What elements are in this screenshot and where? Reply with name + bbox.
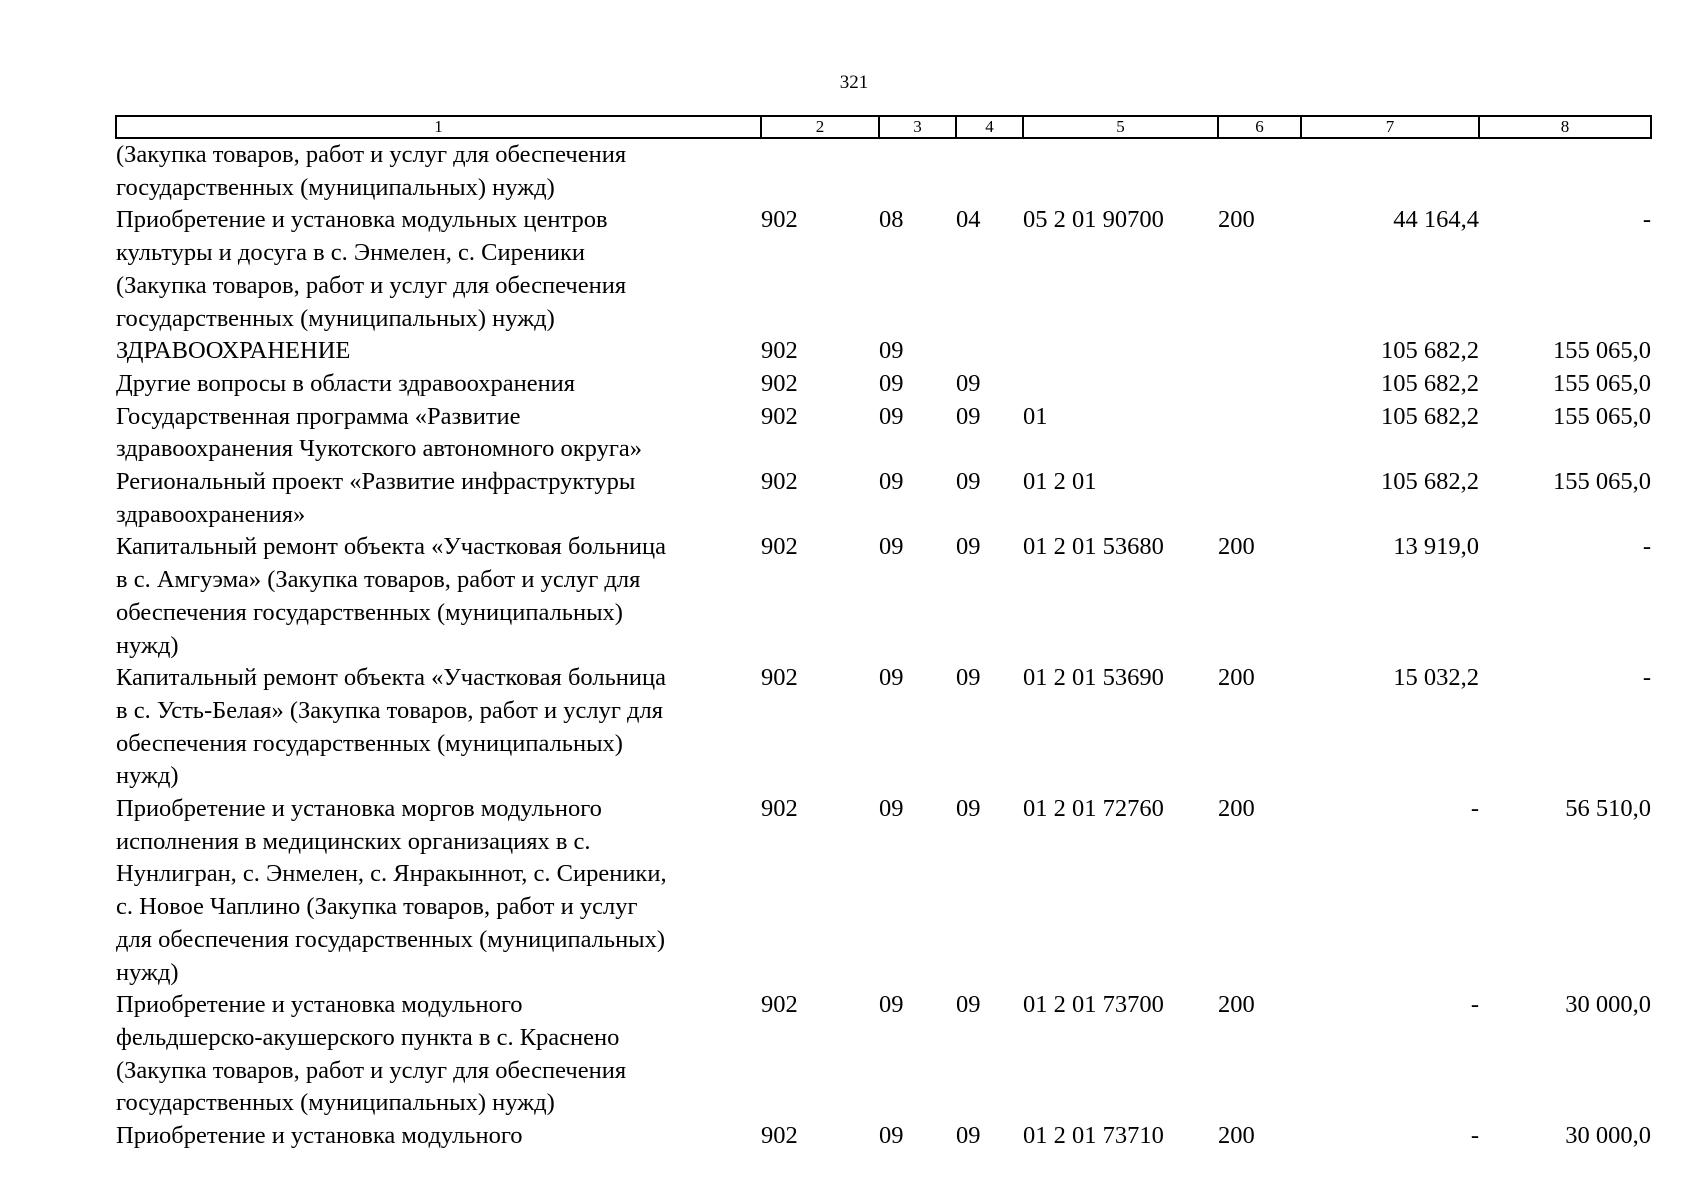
expense-type-cell: 200 — [1218, 991, 1255, 1019]
expense-type-cell: 200 — [1218, 206, 1255, 234]
amount-year2-cell: 30 000,0 — [1565, 1122, 1651, 1150]
amount-year1-cell: - — [1470, 991, 1479, 1019]
section-code-cell: 08 — [879, 206, 904, 234]
description-cell — [116, 793, 761, 989]
description-line: нужд) — [116, 631, 179, 659]
header-row — [116, 116, 1651, 138]
table-row — [116, 204, 1651, 335]
description-cell — [116, 662, 761, 793]
table-row — [116, 793, 1651, 989]
admin-code-cell: 902 — [761, 337, 798, 365]
section-code-cell: 09 — [879, 369, 904, 397]
description-line: Другие вопросы в области здравоохранения — [116, 369, 576, 397]
section-code-cell: 09 — [879, 991, 904, 1019]
expense-type-cell — [1218, 368, 1301, 401]
subsection-code-cell: 09 — [956, 369, 981, 397]
amount-year1-cell: 105 682,2 — [1381, 337, 1479, 365]
description-cell — [116, 466, 761, 531]
table-row — [116, 466, 1651, 531]
description-line: Приобретение и установка модульного — [116, 1122, 523, 1150]
amount-year1-cell — [1301, 138, 1479, 204]
description-line: (Закупка товаров, работ и услуг для обеспечения — [116, 1056, 627, 1084]
subsection-code-cell: 04 — [956, 206, 981, 234]
table-row — [116, 531, 1651, 662]
section-code-cell: 09 — [879, 1122, 904, 1150]
amount-year2-cell: 155 065,0 — [1553, 369, 1651, 397]
description-line: Нунлигран, с. Энмелен, с. Янракыннот, с. Сиреники, — [116, 860, 667, 888]
subsection-code-cell: 09 — [956, 795, 981, 823]
header-col-6: 6 — [1218, 116, 1301, 138]
table-row — [116, 662, 1651, 793]
description-line: (Закупка товаров, работ и услуг для обеспечения — [116, 141, 627, 168]
description-line: в с. Усть-Белая» (Закупка товаров, работ и услуг для — [116, 696, 663, 724]
target-article-cell: 01 2 01 53680 — [1023, 533, 1164, 561]
table-row — [116, 368, 1651, 401]
header-col-3: 3 — [879, 116, 956, 138]
expense-type-cell: 200 — [1218, 1122, 1255, 1150]
admin-code-cell — [761, 138, 879, 204]
description-line: государственных (муниципальных) нужд) — [116, 304, 555, 332]
description-line: Региональный проект «Развитие инфраструктуры — [116, 468, 636, 496]
description-line: культуры и досуга в с. Энмелен, с. Сиреники — [116, 239, 585, 267]
admin-code-cell: 902 — [761, 206, 798, 234]
description-cell — [116, 138, 761, 204]
expense-type-cell — [1218, 138, 1301, 204]
description-cell — [116, 989, 761, 1120]
description-line: Приобретение и установка модульного — [116, 991, 523, 1019]
subsection-code-cell: 09 — [956, 1122, 981, 1150]
description-cell — [116, 368, 761, 401]
description-line: фельдшерско-акушерского пункта в с. Краснено — [116, 1023, 620, 1051]
admin-code-cell: 902 — [761, 664, 798, 692]
table-row — [116, 138, 1651, 204]
subsection-code-cell: 09 — [956, 533, 981, 561]
table-body — [116, 138, 1651, 1153]
subsection-code-cell — [956, 335, 1023, 368]
description-line: Государственная программа «Развитие — [116, 402, 521, 430]
section-code-cell: 09 — [879, 533, 904, 561]
description-line: Приобретение и установка модульных центров — [116, 206, 608, 234]
amount-year1-cell: - — [1470, 1122, 1479, 1150]
amount-year2-cell: - — [1642, 664, 1651, 692]
amount-year2-cell: 30 000,0 — [1565, 991, 1651, 1019]
expense-type-cell: 200 — [1218, 664, 1255, 692]
subsection-code-cell — [956, 138, 1023, 204]
admin-code-cell: 902 — [761, 402, 798, 430]
header-col-4: 4 — [956, 116, 1023, 138]
description-line: государственных (муниципальных) нужд) — [116, 1089, 555, 1117]
description-line: в с. Амгуэма» (Закупка товаров, работ и услуг для — [116, 566, 641, 594]
amount-year2-cell: - — [1642, 206, 1651, 234]
admin-code-cell: 902 — [761, 1122, 798, 1150]
table-row — [116, 401, 1651, 466]
amount-year2-cell: 56 510,0 — [1565, 795, 1651, 823]
subsection-code-cell: 09 — [956, 468, 981, 496]
amount-year2-cell: - — [1642, 533, 1651, 561]
amount-year1-cell: 13 919,0 — [1393, 533, 1479, 561]
description-line: обеспечения государственных (муниципальных) — [116, 598, 623, 626]
description-line: здравоохранения Чукотского автономного округа» — [116, 435, 642, 463]
description-line: исполнения в медицинских организациях в с. — [116, 827, 591, 855]
header-col-8: 8 — [1479, 116, 1651, 138]
section-code-cell — [879, 138, 956, 204]
description-cell — [116, 1120, 761, 1153]
description-line: нужд) — [116, 958, 179, 986]
amount-year2-cell — [1479, 138, 1651, 204]
amount-year1-cell: 105 682,2 — [1381, 468, 1479, 496]
amount-year1-cell: 105 682,2 — [1381, 402, 1479, 430]
section-code-cell: 09 — [879, 664, 904, 692]
section-code-cell: 09 — [879, 337, 904, 365]
table-row — [116, 989, 1651, 1120]
target-article-cell: 01 2 01 72760 — [1023, 795, 1164, 823]
table-row — [116, 335, 1651, 368]
section-code-cell: 09 — [879, 795, 904, 823]
admin-code-cell: 902 — [761, 533, 798, 561]
amount-year2-cell: 155 065,0 — [1553, 468, 1651, 496]
target-article-cell: 01 2 01 73700 — [1023, 991, 1164, 1019]
header-col-7: 7 — [1301, 116, 1479, 138]
header-col-2: 2 — [761, 116, 879, 138]
expense-type-cell — [1218, 401, 1301, 466]
subsection-code-cell: 09 — [956, 402, 981, 430]
target-article-cell — [1023, 335, 1218, 368]
subsection-code-cell: 09 — [956, 664, 981, 692]
subsection-code-cell: 09 — [956, 991, 981, 1019]
description-line: Капитальный ремонт объекта «Участковая больница — [116, 533, 666, 561]
description-line: нужд) — [116, 762, 179, 790]
description-line: для обеспечения государственных (муниципальных) — [116, 925, 666, 953]
description-line: Капитальный ремонт объекта «Участковая больница — [116, 664, 666, 692]
expense-type-cell: 200 — [1218, 533, 1255, 561]
description-cell — [116, 204, 761, 335]
target-article-cell: 01 2 01 73710 — [1023, 1122, 1164, 1150]
amount-year1-cell: 44 164,4 — [1393, 206, 1479, 234]
description-line: обеспечения государственных (муниципальных) — [116, 729, 623, 757]
target-article-cell: 05 2 01 90700 — [1023, 206, 1164, 234]
budget-table — [115, 115, 1652, 1153]
expense-type-cell — [1218, 335, 1301, 368]
description-line: Приобретение и установка моргов модульного — [116, 795, 602, 823]
amount-year2-cell: 155 065,0 — [1553, 402, 1651, 430]
target-article-cell: 01 2 01 — [1023, 468, 1097, 496]
admin-code-cell: 902 — [761, 795, 798, 823]
target-article-cell: 01 2 01 53690 — [1023, 664, 1164, 692]
amount-year2-cell: 155 065,0 — [1553, 337, 1651, 365]
section-code-cell: 09 — [879, 402, 904, 430]
description-cell — [116, 531, 761, 662]
description-line: ЗДРАВООХРАНЕНИЕ — [116, 337, 351, 365]
header-col-1: 1 — [116, 116, 761, 138]
amount-year1-cell: 105 682,2 — [1381, 369, 1479, 397]
description-line: с. Новое Чаплино (Закупка товаров, работ и услуг — [116, 893, 638, 921]
description-cell — [116, 401, 761, 466]
page-number: 321 — [839, 72, 869, 93]
description-line: (Закупка товаров, работ и услуг для обеспечения — [116, 271, 627, 299]
admin-code-cell: 902 — [761, 369, 798, 397]
description-line: здравоохранения» — [116, 500, 306, 528]
table-header — [116, 116, 1651, 138]
target-article-cell — [1023, 138, 1218, 204]
expense-type-cell — [1218, 466, 1301, 531]
description-line: государственных (муниципальных) нужд) — [116, 173, 555, 201]
target-article-cell: 01 — [1023, 402, 1048, 430]
expense-type-cell: 200 — [1218, 795, 1255, 823]
admin-code-cell: 902 — [761, 468, 798, 496]
table-row — [116, 1120, 1651, 1153]
description-cell — [116, 335, 761, 368]
header-col-5: 5 — [1023, 116, 1218, 138]
target-article-cell — [1023, 368, 1218, 401]
admin-code-cell: 902 — [761, 991, 798, 1019]
section-code-cell: 09 — [879, 468, 904, 496]
amount-year1-cell: 15 032,2 — [1393, 664, 1479, 692]
amount-year1-cell: - — [1470, 795, 1479, 823]
